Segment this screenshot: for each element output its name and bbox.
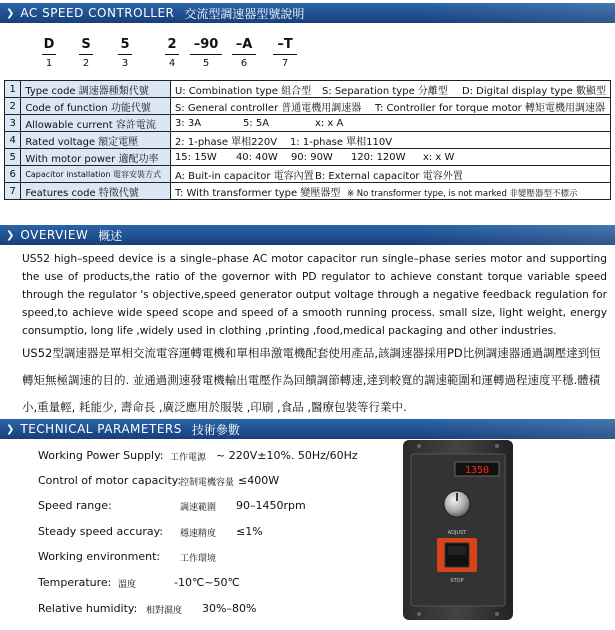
model-code-segment: –A 6 — [232, 38, 256, 69]
spec-title-en: AC SPEED CONTROLLER — [20, 6, 175, 20]
overview-section-banner — [0, 225, 615, 245]
table-row: 4 Rated voltage 額定電壓 2: 1-phase 單相220V 1: 1-phase 單相110V — [5, 132, 611, 149]
tech-section-banner — [0, 419, 615, 439]
model-code-segment: S 2 — [79, 38, 93, 69]
overview-chinese: US52型調速器是單相交流電容運轉電機和單相串激電機配套使用產品,該調速器採用PD比例調速器通過調壓達到恒轉矩無極調速的目的. 並通過測速發電機輸出電壓作為回饋調節轉速,達到較寬的調速範圍和運轉過程速度平穩.體積小,重量輕, 耗能少, 壽命長 ,廣泛應用於服裝 ,印刷 ,食品 ,醫療包裝等行業中. — [22, 346, 601, 414]
tech-title-en: TECHNICAL PARAMETERS — [20, 422, 182, 436]
speed-controller-image — [403, 440, 513, 620]
table-row: 6 Capacitor installation 電容安裝方式 A: Buit-in capacitor 電容內置B: External capacitor 電容外置 — [5, 166, 611, 183]
model-code-segment: 2 4 — [165, 38, 179, 69]
chevron-right-icon: ❯ — [6, 229, 15, 241]
switch-label: STOP — [450, 578, 464, 584]
model-code-segment: –T 7 — [273, 38, 297, 69]
spec-table — [4, 80, 611, 200]
spec-title-zh: 交流型調速器型號說明 — [184, 6, 305, 21]
model-code-segment: 5 3 — [118, 38, 132, 69]
table-row: 2 Code of function 功能代號 S: General controller 普通電機用調速器 T: Controller for torque motor 轉矩電機用調速器 — [5, 98, 611, 115]
overview-text — [22, 250, 607, 421]
table-row: 5 With motor power 適配功率 15: 15W 40: 40W 90: 90W 120: 120W x: x W — [5, 149, 611, 166]
spec-section-banner — [0, 3, 615, 23]
controller-display-value: 1350 — [464, 465, 490, 476]
table-row: 3 Allowable current 容許電流 3: 3A 5: 5A x: x A — [5, 115, 611, 132]
overview-title-en: OVERVIEW — [20, 228, 89, 242]
chevron-right-icon: ❯ — [6, 7, 15, 19]
tech-title-zh: 技術參數 — [191, 422, 240, 437]
model-code-segment: –90 5 — [190, 38, 222, 69]
table-row: 1 Type code 調速器種類代號 U: Combination type 組合型 S: Separation type 分離型 D: Digital display type 數顯型 — [5, 81, 611, 98]
model-code-segment: D 1 — [43, 37, 55, 69]
model-code — [42, 38, 342, 72]
knob-label: ADJUST — [447, 530, 467, 536]
overview-english: US52 high–speed device is a single–phase AC motor capacitor run single–phase series motor and supporting the use of products,the ratio of the governor with PD regulator to achieve constant torque variable speed through the regulator 's objective,speed generator output voltage through a negative feedback regulation for speed,to achieve wide speed scope and speed of a smooth running process. small size, light weight, energy consumptio, long life ,widely used in clothing ,printing ,food,medical packaging and other industries. — [22, 253, 607, 337]
table-row: 7 Features code 特徵代號 T: With transformer type 變壓器型 ※ No transformer type, is not marked 非變壓器型不標示 — [5, 183, 611, 200]
overview-title-zh: 概述 — [98, 228, 123, 243]
chevron-right-icon: ❯ — [6, 423, 15, 435]
